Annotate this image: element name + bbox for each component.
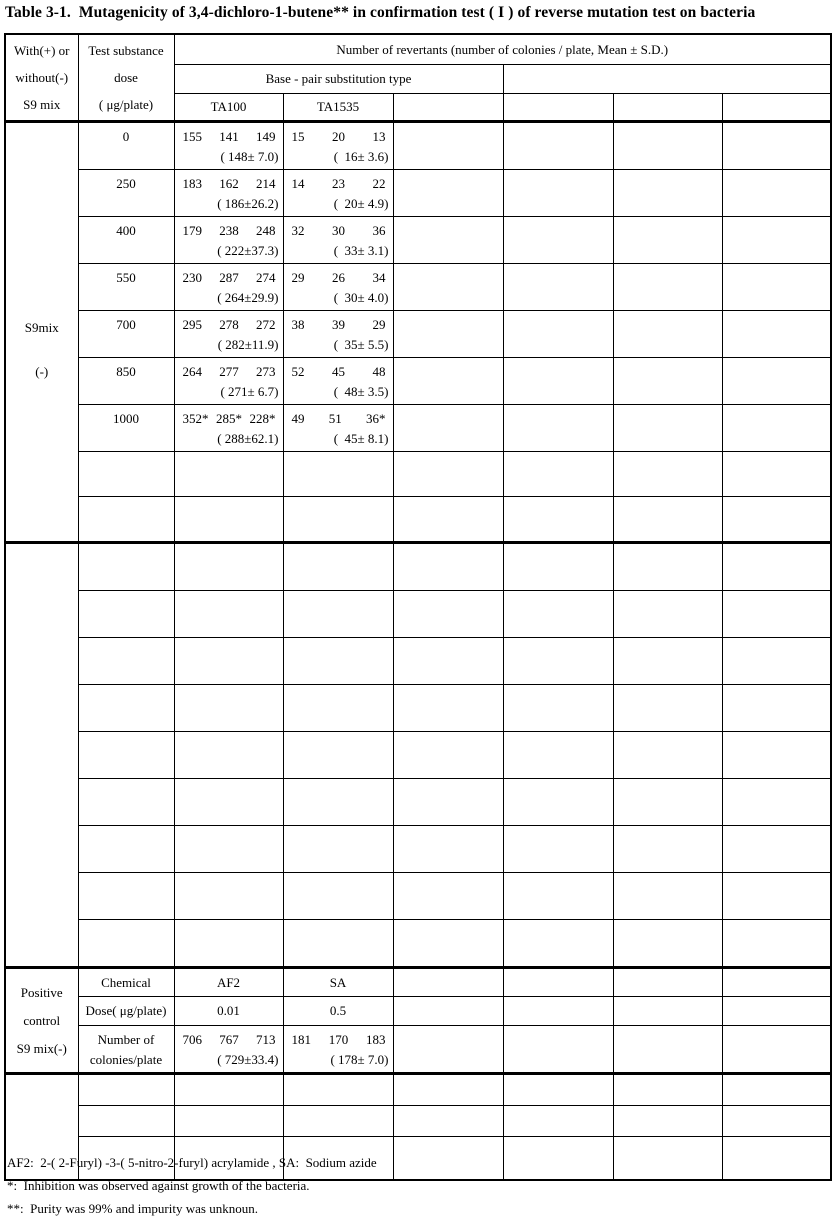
mean-sd: ( 45± 8.1) (333, 431, 389, 446)
dose-value: 1000 (113, 411, 139, 426)
empty-cell (393, 405, 503, 452)
plate-counts: 706 767 713 (182, 1032, 276, 1047)
empty-cell (283, 826, 393, 873)
table-row-empty (5, 920, 831, 968)
table-row-dose-550 (5, 264, 831, 311)
empty-cell (78, 732, 174, 779)
empty-cell (503, 170, 613, 217)
empty-cell (174, 543, 283, 591)
empty-cell (393, 264, 503, 311)
dose-value: 400 (116, 223, 136, 238)
header-s9mix-line1: With(+) or (13, 43, 70, 58)
empty-cell (722, 543, 831, 591)
empty-cell (78, 826, 174, 873)
empty-cell (78, 638, 174, 685)
empty-cell (722, 968, 831, 997)
empty-cell (722, 358, 831, 405)
empty-cell (174, 779, 283, 826)
mean-sd: ( 222±37.3) (217, 243, 279, 258)
dose-af2-cell: 0.01 (174, 997, 283, 1026)
table-row-dose-700 (5, 311, 831, 358)
empty-cell (283, 1074, 393, 1106)
dose-cell (78, 122, 174, 170)
plate-counts: 49 51 36* (291, 411, 386, 426)
dose-cell (78, 358, 174, 405)
plate-counts: 352* 285* 228* (182, 411, 276, 426)
mean-sd: ( 16± 3.6) (333, 149, 389, 164)
plate-counts: 230 287 274 (182, 270, 276, 285)
mean-sd: ( 30± 4.0) (333, 290, 389, 305)
table-row-empty (5, 591, 831, 638)
footnote-double-asterisk: **: Purity was 99% and impurity was unknoun. (7, 1201, 258, 1216)
header-dose-cell (78, 34, 174, 122)
chemical-label-cell: Chemical (78, 968, 174, 997)
empty-cell (283, 497, 393, 543)
plate-counts: 179 238 248 (182, 223, 276, 238)
dose-value: 0 (122, 129, 130, 144)
empty-cell (613, 497, 722, 543)
dose-cell (78, 217, 174, 264)
empty-cell (174, 452, 283, 497)
empty-cell (393, 638, 503, 685)
empty-cell (78, 543, 174, 591)
plate-counts: 52 45 48 (291, 364, 386, 379)
empty-cell (613, 452, 722, 497)
empty-cell (503, 873, 613, 920)
s9mix-line2: (-) (35, 363, 49, 379)
plate-counts: 181 170 183 (291, 1032, 386, 1047)
s9mix-label (6, 271, 78, 394)
colonies-sa-cell (283, 1026, 393, 1074)
positive-line1: Positive (20, 984, 63, 1000)
empty-cell (503, 638, 613, 685)
empty-cell (283, 591, 393, 638)
empty-cell (722, 452, 831, 497)
mean-sd: ( 33± 3.1) (333, 243, 389, 258)
footnote-asterisk: *: Inhibition was observed against growth of the bacteria. (7, 1178, 310, 1193)
dose-cell (78, 311, 174, 358)
empty-cell (393, 732, 503, 779)
mean-sd: ( 48± 3.5) (333, 384, 389, 399)
empty-cell (78, 452, 174, 497)
empty-cell (393, 497, 503, 543)
table-row-empty (5, 873, 831, 920)
empty-cell (393, 997, 503, 1026)
plate-counts: 29 26 34 (291, 270, 386, 285)
empty-cell (722, 1106, 831, 1137)
plate-counts: 32 30 36 (291, 223, 386, 238)
empty-cell (174, 873, 283, 920)
plate-counts: 183 162 214 (182, 176, 276, 191)
header-s9mix-label (6, 37, 78, 118)
empty-cell (174, 826, 283, 873)
empty-cell (722, 311, 831, 358)
header-ta100-cell: TA100 (174, 94, 283, 122)
empty-cell (503, 1106, 613, 1137)
empty-cell (613, 217, 722, 264)
empty-cell (503, 217, 613, 264)
table-row-dose-0 (5, 122, 831, 170)
empty-cell (613, 591, 722, 638)
positive-label (6, 979, 78, 1063)
dose-cell (78, 170, 174, 217)
empty-cell (283, 732, 393, 779)
empty-cell (393, 685, 503, 732)
mean-sd: ( 148± 7.0) (220, 149, 279, 164)
empty-cell (503, 1137, 613, 1181)
empty-cell (503, 920, 613, 968)
s9mix-label-cell (5, 122, 78, 543)
empty-cell (613, 358, 722, 405)
empty-cell (503, 685, 613, 732)
empty-cell (503, 968, 613, 997)
empty-cell (722, 217, 831, 264)
table-row-empty (5, 452, 831, 497)
empty-cell (613, 264, 722, 311)
empty-cell (613, 311, 722, 358)
ta100-values-cell (174, 405, 283, 452)
empty-cell (393, 94, 503, 122)
empty-cell (722, 497, 831, 543)
empty-cell (503, 591, 613, 638)
header-dose-line3: ( μg/plate) (98, 97, 154, 112)
empty-cell (613, 405, 722, 452)
empty-cell (283, 873, 393, 920)
mean-sd: ( 282±11.9) (217, 337, 279, 352)
empty-cell (722, 873, 831, 920)
positive-control-dose-row (5, 997, 831, 1026)
dose-value: 850 (116, 364, 136, 379)
empty-cell (78, 779, 174, 826)
empty-cell (174, 685, 283, 732)
table-row-empty (5, 779, 831, 826)
ta100-values-cell (174, 217, 283, 264)
colonies-af2-cell (174, 1026, 283, 1074)
empty-cell (78, 497, 174, 543)
table-row-dose-850 (5, 358, 831, 405)
table-row-empty (5, 1074, 831, 1106)
empty-cell (393, 311, 503, 358)
empty-cell (503, 358, 613, 405)
empty-cell (722, 779, 831, 826)
empty-cell (283, 1106, 393, 1137)
empty-cell (283, 638, 393, 685)
dose-cell (78, 405, 174, 452)
empty-cell (503, 497, 613, 543)
empty-cell (613, 779, 722, 826)
ta100-values-cell (174, 358, 283, 405)
positive-line2: control (23, 1012, 61, 1028)
empty-cell (722, 997, 831, 1026)
empty-cell (393, 122, 503, 170)
empty-cell (174, 1074, 283, 1106)
empty-cell (503, 732, 613, 779)
empty-cell (283, 779, 393, 826)
empty-cell (613, 1137, 722, 1181)
plate-counts: 14 23 22 (291, 176, 386, 191)
empty-cell (393, 591, 503, 638)
empty-cell (503, 1026, 613, 1074)
empty-cell (393, 968, 503, 997)
plate-counts: 264 277 273 (182, 364, 276, 379)
table-row-dose-1000 (5, 405, 831, 452)
dose-value: 550 (116, 270, 136, 285)
empty-cell (283, 685, 393, 732)
header-row-1 (5, 34, 831, 65)
empty-cell (503, 122, 613, 170)
empty-cell (393, 452, 503, 497)
ta100-values-cell (174, 311, 283, 358)
empty-cell (78, 873, 174, 920)
empty-cell (393, 1074, 503, 1106)
empty-cell (174, 497, 283, 543)
dose-sa-cell: 0.5 (283, 997, 393, 1026)
mutagenicity-table (4, 33, 832, 1181)
empty-cell (613, 685, 722, 732)
empty-cell (283, 920, 393, 968)
header-revertants-cell: Number of revertants (number of colonies / plate, Mean ± S.D.) (174, 34, 831, 65)
empty-cell (393, 217, 503, 264)
ta1535-values-cell (283, 405, 393, 452)
empty-cell (722, 685, 831, 732)
empty-cell (613, 1106, 722, 1137)
mean-sd: ( 271± 6.7) (220, 384, 279, 399)
empty-cell (393, 826, 503, 873)
plate-counts: 155 141 149 (182, 129, 276, 144)
empty-cell (503, 65, 831, 94)
empty-cell (503, 826, 613, 873)
empty-cell (503, 311, 613, 358)
header-dose-label (79, 37, 174, 118)
positive-label-cell (5, 968, 78, 1074)
header-dose-line1: Test substance (88, 43, 164, 58)
empty-cell (613, 1026, 722, 1074)
ta1535-values-cell (283, 311, 393, 358)
chemical-sa-cell: SA (283, 968, 393, 997)
table-row-dose-250 (5, 170, 831, 217)
colonies-label-cell (78, 1026, 174, 1074)
empty-cell (722, 1137, 831, 1181)
header-basepair-cell: Base - pair substitution type (174, 65, 503, 94)
empty-cell (613, 638, 722, 685)
empty-cell (722, 170, 831, 217)
empty-cell (722, 1026, 831, 1074)
empty-cell (283, 543, 393, 591)
empty-cell (613, 94, 722, 122)
dose-value: 250 (116, 176, 136, 191)
empty-cell (393, 1106, 503, 1137)
ta1535-values-cell (283, 358, 393, 405)
empty-cell (174, 732, 283, 779)
empty-cell (393, 873, 503, 920)
chemical-af2-cell: AF2 (174, 968, 283, 997)
dose-value: 700 (116, 317, 136, 332)
empty-cell (174, 591, 283, 638)
empty-cell (503, 452, 613, 497)
empty-cell (613, 826, 722, 873)
s9mix-line1: S9mix (24, 319, 59, 335)
empty-cell (722, 732, 831, 779)
empty-cell (503, 94, 613, 122)
footnotes (7, 1151, 377, 1220)
ta100-values-cell (174, 170, 283, 217)
table-row-empty (5, 826, 831, 873)
empty-cell (393, 543, 503, 591)
positive-control-chemical-row (5, 968, 831, 997)
empty-cell (613, 968, 722, 997)
footnote-af2-sa: AF2: 2-( 2-Furyl) -3-( 5-nitro-2-furyl) acrylamide , SA: Sodium azide (7, 1155, 377, 1170)
empty-cell (174, 638, 283, 685)
empty-cell (722, 94, 831, 122)
mean-sd: ( 178± 7.0) (330, 1052, 389, 1067)
empty-cell (613, 732, 722, 779)
table-row-empty (5, 732, 831, 779)
ta1535-values-cell (283, 170, 393, 217)
empty-cell (174, 920, 283, 968)
empty-cell (283, 452, 393, 497)
empty-cell (722, 264, 831, 311)
ta1535-values-cell (283, 264, 393, 311)
empty-cell (503, 543, 613, 591)
empty-cell (613, 997, 722, 1026)
empty-cell (78, 685, 174, 732)
ta1535-values-cell (283, 122, 393, 170)
mean-sd: ( 20± 4.9) (333, 196, 389, 211)
empty-cell (393, 779, 503, 826)
ta100-values-cell (174, 122, 283, 170)
dose-label-cell: Dose( μg/plate) (78, 997, 174, 1026)
colonies-label: Number of colonies/plate (89, 1032, 163, 1067)
table-row-empty (5, 1106, 831, 1137)
empty-cell (722, 591, 831, 638)
plate-counts: 15 20 13 (291, 129, 386, 144)
empty-cell (174, 1106, 283, 1137)
table-row-empty (5, 497, 831, 543)
empty-cell (722, 638, 831, 685)
empty-cell (393, 920, 503, 968)
header-dose-line2: dose (114, 70, 138, 85)
dose-cell (78, 264, 174, 311)
table-row-empty (5, 685, 831, 732)
mean-sd: ( 35± 5.5) (333, 337, 389, 352)
table-row-empty (5, 543, 831, 591)
empty-cell (503, 405, 613, 452)
empty-cell (393, 358, 503, 405)
empty-cell (78, 591, 174, 638)
empty-cell (722, 826, 831, 873)
empty-cell (613, 920, 722, 968)
empty-cell (503, 1074, 613, 1106)
ta100-values-cell (174, 264, 283, 311)
empty-cell (613, 543, 722, 591)
empty-cell (613, 1074, 722, 1106)
empty-cell (613, 170, 722, 217)
plate-counts: 295 278 272 (182, 317, 276, 332)
empty-cell (722, 122, 831, 170)
empty-cell (393, 1137, 503, 1181)
empty-cell (78, 920, 174, 968)
empty-cell (78, 1074, 174, 1106)
mean-sd: ( 264±29.9) (217, 290, 279, 305)
empty-cell (503, 997, 613, 1026)
empty-cell (503, 779, 613, 826)
empty-cell (78, 1106, 174, 1137)
header-s9mix-line2: without(-) (15, 70, 69, 85)
positive-control-colonies-row (5, 1026, 831, 1074)
empty-cell (613, 122, 722, 170)
header-s9mix-line3: S9 mix (23, 97, 61, 112)
empty-cell (722, 1074, 831, 1106)
empty-cell (393, 170, 503, 217)
header-ta1535-cell: TA1535 (283, 94, 393, 122)
empty-cell (393, 1026, 503, 1074)
empty-cell (722, 920, 831, 968)
table-row-dose-400 (5, 217, 831, 264)
empty-cell (613, 873, 722, 920)
empty-cell (722, 405, 831, 452)
header-s9mix-cell (5, 34, 78, 122)
empty-section-label-cell (5, 543, 78, 968)
mean-sd: ( 729±33.4) (217, 1052, 279, 1067)
empty-cell (503, 264, 613, 311)
table-row-empty (5, 638, 831, 685)
plate-counts: 38 39 29 (291, 317, 386, 332)
ta1535-values-cell (283, 217, 393, 264)
mean-sd: ( 186±26.2) (217, 196, 279, 211)
mean-sd: ( 288±62.1) (217, 431, 279, 446)
table-title: Table 3-1. Mutagenicity of 3,4-dichloro-1-butene** in confirmation test ( I ) of reverse mutation test on bacteria (5, 4, 756, 21)
positive-line3: S9 mix(-) (16, 1040, 67, 1056)
